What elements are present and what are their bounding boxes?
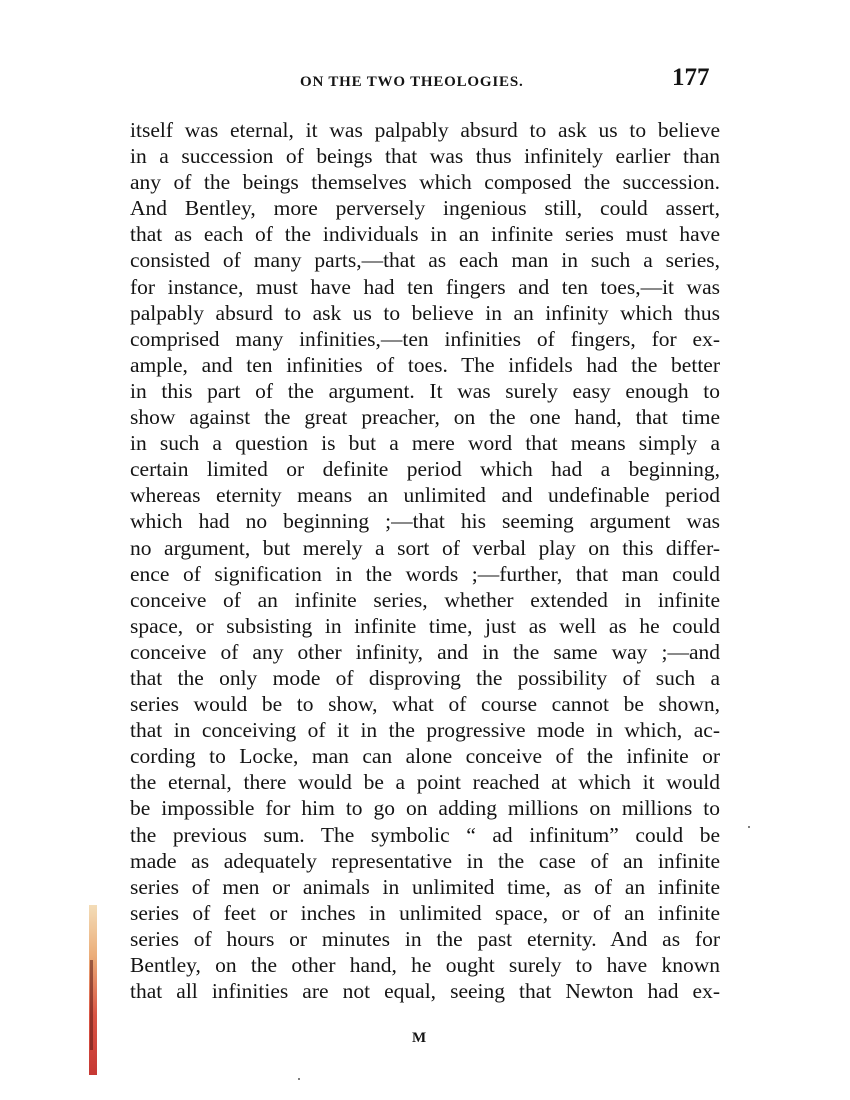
- text-line: the eternal, there would be a point reached at which it would: [130, 770, 720, 795]
- print-speck: [748, 826, 750, 828]
- text-line: comprised many infinities,—ten infinities of fingers, for ex-: [130, 326, 720, 351]
- text-line: certain limited or definite period which had a beginning,: [130, 457, 720, 482]
- text-line: in such a question is but a mere word that means simply a: [130, 431, 720, 456]
- text-line: in a succession of beings that was thus infinitely earlier than: [130, 144, 720, 169]
- text-line: consisted of many parts,—that as each man in such a series,: [130, 248, 720, 273]
- running-title: ON THE TWO THEOLOGIES.: [300, 74, 524, 90]
- text-line: any of the beings themselves which composed the succession.: [130, 170, 720, 195]
- text-line: series of men or animals in unlimited time, as of an infinite: [130, 874, 720, 899]
- signature-mark: M: [412, 1030, 427, 1046]
- text-line: whereas eternity means an unlimited and undefinable period: [130, 483, 720, 508]
- text-line: made as adequately representative in the case of an infinite: [130, 848, 720, 873]
- page-number: 177: [672, 64, 710, 91]
- text-line: series of hours or minutes in the past eternity. And as for: [130, 926, 720, 951]
- text-line: conceive of any other infinity, and in the same way ;—and: [130, 639, 720, 664]
- text-line: space, or subsisting in infinite time, just as well as he could: [130, 613, 720, 638]
- text-line: be impossible for him to go on adding millions on millions to: [130, 796, 720, 821]
- text-line: cording to Locke, man can alone conceive of the infinite or: [130, 744, 720, 769]
- text-line: show against the great preacher, on the one hand, that time: [130, 405, 720, 430]
- text-line: that all infinities are not equal, seeing that Newton had ex-: [130, 979, 720, 1004]
- text-line: ence of signification in the words ;—further, that man could: [130, 561, 720, 586]
- text-line: that as each of the individuals in an infinite series must have: [130, 222, 720, 247]
- text-line: conceive of an infinite series, whether extended in infinite: [130, 587, 720, 612]
- text-line: that the only mode of disproving the possibility of such a: [130, 665, 720, 690]
- text-line: which had no beginning ;—that his seeming argument was: [130, 509, 720, 534]
- text-line: the previous sum. The symbolic “ ad infinitum” could be: [130, 822, 720, 847]
- text-line: no argument, but merely a sort of verbal play on this differ-: [130, 535, 720, 560]
- text-line: itself was eternal, it was palpably absurd to ask us to believe: [130, 118, 720, 142]
- text-line: in this part of the argument. It was surely easy enough to: [130, 378, 720, 403]
- print-speck: [298, 1078, 300, 1080]
- running-header: [0, 64, 850, 104]
- text-line: that in conceiving of it in the progressive mode in which, ac-: [130, 718, 720, 743]
- text-line: series of feet or inches in unlimited space, or of an infinite: [130, 900, 720, 925]
- page-edge-shadow: [90, 960, 93, 1050]
- text-line: And Bentley, more perversely ingenious still, could assert,: [130, 196, 720, 221]
- text-line: palpably absurd to ask us to believe in an infinity which thus: [130, 300, 720, 325]
- body-text: [130, 117, 720, 1004]
- text-line: ample, and ten infinities of toes. The infidels had the better: [130, 352, 720, 377]
- text-line: series would be to show, what of course cannot be shown,: [130, 692, 720, 717]
- text-line: for instance, must have had ten fingers and ten toes,—it was: [130, 274, 720, 299]
- text-line: Bentley, on the other hand, he ought surely to have known: [130, 953, 720, 977]
